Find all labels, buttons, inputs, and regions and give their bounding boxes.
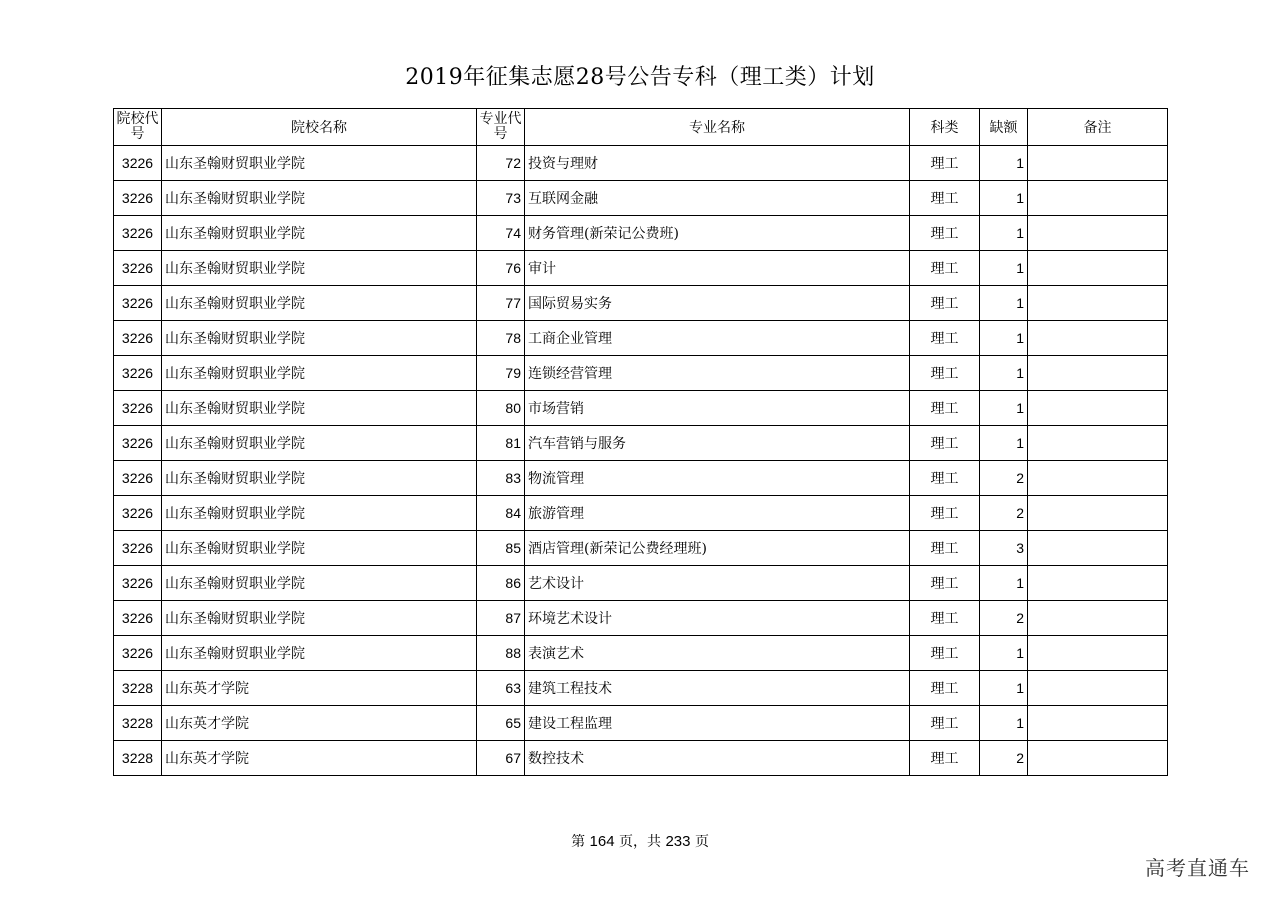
table-row	[114, 636, 1168, 671]
cell-vacancy: 3	[980, 531, 1028, 566]
table-row	[114, 321, 1168, 356]
cell-remark	[1028, 251, 1168, 286]
cell-major-code: 88	[477, 636, 525, 671]
page-title: 2019年征集志愿28号公告专科（理工类）计划	[405, 65, 875, 90]
cell-major-name: 国际贸易实务	[525, 286, 910, 321]
table-row	[114, 496, 1168, 531]
cell-remark	[1028, 216, 1168, 251]
cell-major-code: 85	[477, 531, 525, 566]
cell-major-name: 市场营销	[525, 391, 910, 426]
table-row	[114, 251, 1168, 286]
table-row	[114, 181, 1168, 216]
cell-school-name: 山东圣翰财贸职业学院	[162, 181, 477, 216]
cell-vacancy: 1	[980, 146, 1028, 181]
cell-school-name: 山东圣翰财贸职业学院	[162, 321, 477, 356]
cell-major-code: 63	[477, 671, 525, 706]
cell-major-name: 旅游管理	[525, 496, 910, 531]
cell-major-code: 67	[477, 741, 525, 776]
cell-category: 理工	[910, 566, 980, 601]
cell-remark	[1028, 461, 1168, 496]
cell-major-code: 65	[477, 706, 525, 741]
table-row	[114, 531, 1168, 566]
cell-category: 理工	[910, 216, 980, 251]
cell-major-name: 环境艺术设计	[525, 601, 910, 636]
cell-remark	[1028, 181, 1168, 216]
cell-vacancy: 1	[980, 426, 1028, 461]
cell-category: 理工	[910, 741, 980, 776]
cell-major-code: 83	[477, 461, 525, 496]
cell-school-name: 山东圣翰财贸职业学院	[162, 636, 477, 671]
cell-remark	[1028, 671, 1168, 706]
cell-category: 理工	[910, 321, 980, 356]
cell-vacancy: 1	[980, 671, 1028, 706]
cell-major-code: 77	[477, 286, 525, 321]
cell-major-name: 建筑工程技术	[525, 671, 910, 706]
cell-school-name: 山东英才学院	[162, 706, 477, 741]
cell-major-name: 数控技术	[525, 741, 910, 776]
plan-table	[113, 108, 1168, 776]
cell-category: 理工	[910, 461, 980, 496]
cell-vacancy: 1	[980, 636, 1028, 671]
cell-school-code: 3226	[114, 426, 162, 461]
cell-school-code: 3226	[114, 321, 162, 356]
cell-school-code: 3226	[114, 286, 162, 321]
cell-vacancy: 1	[980, 706, 1028, 741]
cell-school-name: 山东英才学院	[162, 671, 477, 706]
cell-school-code: 3226	[114, 601, 162, 636]
cell-major-code: 74	[477, 216, 525, 251]
cell-major-code: 84	[477, 496, 525, 531]
cell-category: 理工	[910, 671, 980, 706]
cell-school-code: 3226	[114, 566, 162, 601]
cell-remark	[1028, 356, 1168, 391]
cell-vacancy: 1	[980, 321, 1028, 356]
cell-category: 理工	[910, 356, 980, 391]
cell-school-name: 山东圣翰财贸职业学院	[162, 566, 477, 601]
cell-major-name: 互联网金融	[525, 181, 910, 216]
table-row	[114, 601, 1168, 636]
cell-remark	[1028, 286, 1168, 321]
cell-remark	[1028, 601, 1168, 636]
table-row	[114, 671, 1168, 706]
cell-major-code: 73	[477, 181, 525, 216]
cell-remark	[1028, 321, 1168, 356]
cell-vacancy: 1	[980, 356, 1028, 391]
cell-school-code: 3226	[114, 496, 162, 531]
cell-vacancy: 1	[980, 286, 1028, 321]
cell-major-code: 76	[477, 251, 525, 286]
cell-major-code: 80	[477, 391, 525, 426]
cell-major-name: 连锁经营管理	[525, 356, 910, 391]
cell-major-name: 表演艺术	[525, 636, 910, 671]
cell-major-name: 汽车营销与服务	[525, 426, 910, 461]
cell-category: 理工	[910, 286, 980, 321]
cell-major-code: 79	[477, 356, 525, 391]
cell-school-name: 山东圣翰财贸职业学院	[162, 146, 477, 181]
cell-major-code: 86	[477, 566, 525, 601]
cell-remark	[1028, 636, 1168, 671]
cell-major-code: 87	[477, 601, 525, 636]
header-major-name: 专业名称	[525, 109, 910, 146]
cell-school-name: 山东圣翰财贸职业学院	[162, 496, 477, 531]
table-row	[114, 461, 1168, 496]
table-row	[114, 741, 1168, 776]
cell-category: 理工	[910, 531, 980, 566]
table-row	[114, 356, 1168, 391]
header-school-name: 院校名称	[162, 109, 477, 146]
cell-category: 理工	[910, 146, 980, 181]
page-footer	[0, 831, 1280, 851]
footer-suffix: 页	[694, 834, 709, 850]
table-body	[114, 146, 1168, 776]
cell-major-name: 审计	[525, 251, 910, 286]
cell-vacancy: 2	[980, 461, 1028, 496]
table-row	[114, 706, 1168, 741]
cell-school-code: 3228	[114, 671, 162, 706]
footer-prefix: 第	[571, 834, 586, 850]
cell-vacancy: 1	[980, 181, 1028, 216]
cell-remark	[1028, 706, 1168, 741]
cell-category: 理工	[910, 426, 980, 461]
cell-remark	[1028, 391, 1168, 426]
cell-school-name: 山东圣翰财贸职业学院	[162, 391, 477, 426]
table-row	[114, 566, 1168, 601]
table-row	[114, 286, 1168, 321]
header-school-code: 院校代号	[114, 109, 162, 146]
cell-remark	[1028, 426, 1168, 461]
header-major-code: 专业代号	[477, 109, 525, 146]
table-header-row	[114, 109, 1168, 146]
table-row	[114, 216, 1168, 251]
cell-school-code: 3226	[114, 146, 162, 181]
cell-school-code: 3226	[114, 531, 162, 566]
cell-vacancy: 2	[980, 601, 1028, 636]
cell-remark	[1028, 741, 1168, 776]
cell-remark	[1028, 146, 1168, 181]
cell-school-name: 山东圣翰财贸职业学院	[162, 251, 477, 286]
cell-major-name: 物流管理	[525, 461, 910, 496]
cell-major-name: 投资与理财	[525, 146, 910, 181]
cell-category: 理工	[910, 496, 980, 531]
cell-school-name: 山东圣翰财贸职业学院	[162, 286, 477, 321]
cell-school-code: 3228	[114, 706, 162, 741]
header-category: 科类	[910, 109, 980, 146]
cell-school-name: 山东圣翰财贸职业学院	[162, 216, 477, 251]
watermark-logo: 高考直通车	[1145, 856, 1250, 880]
cell-school-name: 山东圣翰财贸职业学院	[162, 426, 477, 461]
cell-major-name: 艺术设计	[525, 566, 910, 601]
cell-vacancy: 2	[980, 496, 1028, 531]
cell-vacancy: 1	[980, 391, 1028, 426]
cell-category: 理工	[910, 251, 980, 286]
cell-school-name: 山东英才学院	[162, 741, 477, 776]
cell-remark	[1028, 531, 1168, 566]
header-remark: 备注	[1028, 109, 1168, 146]
cell-school-code: 3228	[114, 741, 162, 776]
cell-major-name: 酒店管理(新荣记公费经理班)	[525, 531, 910, 566]
cell-major-name: 财务管理(新荣记公费班)	[525, 216, 910, 251]
cell-school-code: 3226	[114, 391, 162, 426]
cell-school-code: 3226	[114, 181, 162, 216]
table-row	[114, 391, 1168, 426]
cell-school-code: 3226	[114, 216, 162, 251]
cell-category: 理工	[910, 706, 980, 741]
cell-school-name: 山东圣翰财贸职业学院	[162, 601, 477, 636]
cell-school-name: 山东圣翰财贸职业学院	[162, 461, 477, 496]
cell-remark	[1028, 566, 1168, 601]
table-row	[114, 146, 1168, 181]
footer-middle: 页，共	[619, 834, 661, 850]
cell-major-code: 81	[477, 426, 525, 461]
cell-school-code: 3226	[114, 461, 162, 496]
cell-major-name: 工商企业管理	[525, 321, 910, 356]
footer-page-number: 164	[589, 833, 615, 850]
cell-school-code: 3226	[114, 636, 162, 671]
cell-category: 理工	[910, 391, 980, 426]
cell-category: 理工	[910, 601, 980, 636]
cell-school-name: 山东圣翰财贸职业学院	[162, 531, 477, 566]
cell-school-code: 3226	[114, 356, 162, 391]
cell-major-code: 72	[477, 146, 525, 181]
header-vacancy: 缺额	[980, 109, 1028, 146]
table-row	[114, 426, 1168, 461]
cell-vacancy: 2	[980, 741, 1028, 776]
cell-major-name: 建设工程监理	[525, 706, 910, 741]
cell-vacancy: 1	[980, 216, 1028, 251]
cell-school-name: 山东圣翰财贸职业学院	[162, 356, 477, 391]
cell-vacancy: 1	[980, 566, 1028, 601]
cell-category: 理工	[910, 181, 980, 216]
cell-major-code: 78	[477, 321, 525, 356]
cell-vacancy: 1	[980, 251, 1028, 286]
cell-category: 理工	[910, 636, 980, 671]
cell-school-code: 3226	[114, 251, 162, 286]
cell-remark	[1028, 496, 1168, 531]
footer-total-pages: 233	[665, 833, 691, 850]
